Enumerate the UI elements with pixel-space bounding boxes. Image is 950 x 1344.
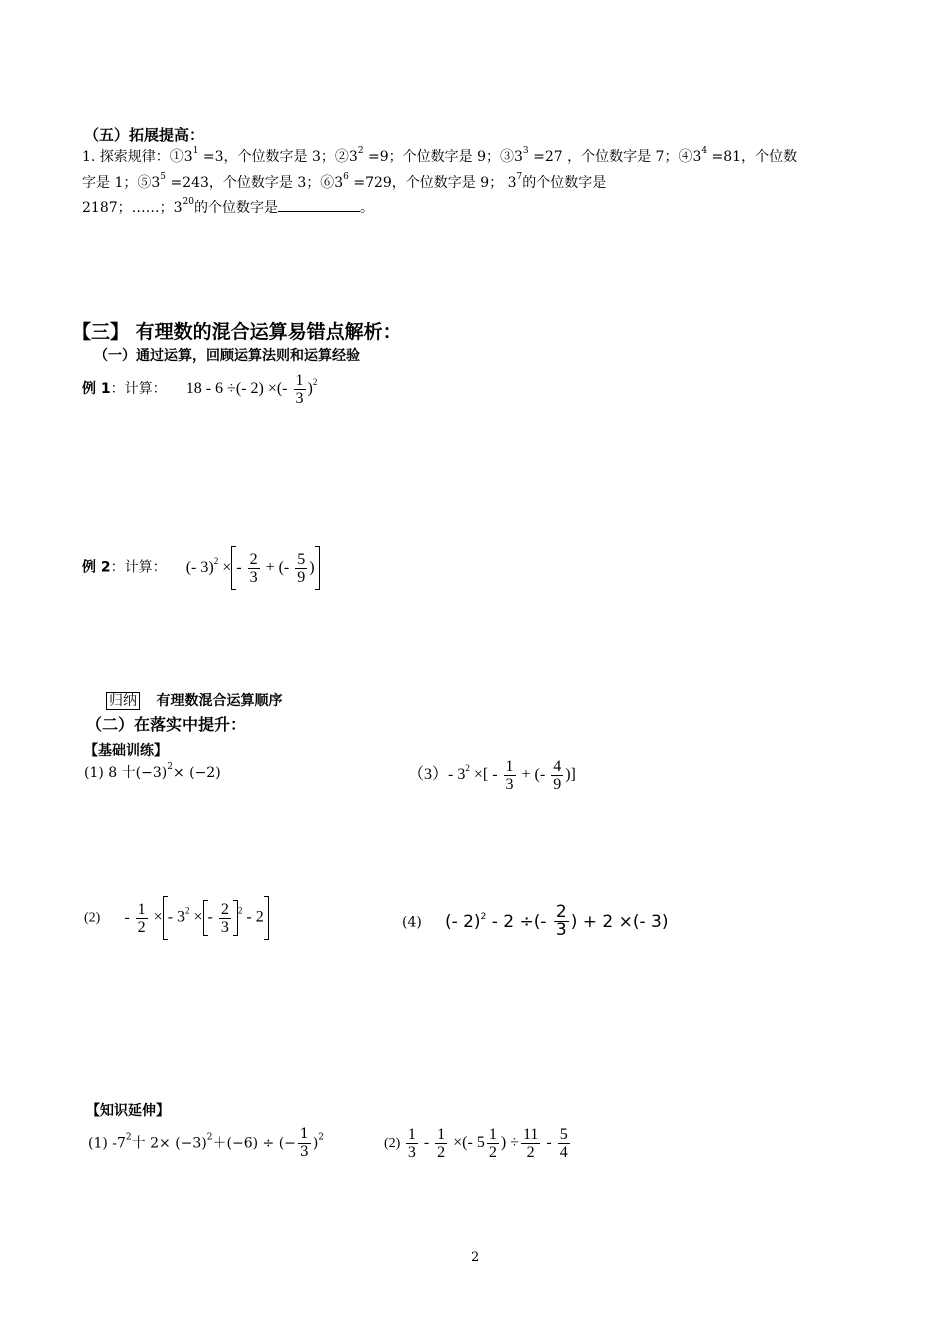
pattern-line-2: 字是 1；$⑤3^5 =243$，个位数字是 3；$⑥3^6 =729$，个位数字是 9； $3^7$的个位数字是	[82, 172, 607, 191]
subsection-1-heading: （一）通过运算，回顾运算法则和运算经验	[94, 348, 360, 364]
page-number: 2	[471, 1250, 480, 1265]
extension-problem-1: (1) $-7^2$十 $2\times (-3)^2+(-6)$ ÷ (− $\frac{1}{3}$ )$^2$	[88, 1126, 325, 1160]
pattern-line-3: 2187；……；$3^{20}$的个位数字是 。	[82, 197, 374, 216]
basic-problem-4: (4) (- 2)$^2$ - 2 ÷(- $\frac{2}{3}$ ) + 2 ×(- 3)	[402, 902, 669, 940]
extension-problem-2: (2) $\frac{1}{3}$ - $\frac{1}{2}$ ×(- 5 $\frac{1}{2}$ ) ÷ $\frac{11}{2}$ - $\frac{5}{4}$	[384, 1126, 568, 1161]
example-1-expression: 18 - 6 ÷(- 2) ×(- $\frac{1}{3}$ )$^2$	[185, 372, 318, 407]
example-2: 例 2：计算： (- 3)$^2$ × - $\frac{2}{3}$ + (- $\frac{5}{9}$ )	[82, 546, 320, 590]
subsection-2-heading: （二）在落实中提升：	[86, 715, 247, 734]
summary-box: 归纳	[106, 692, 140, 710]
example-1: 例 1：计算： 18 - 6 ÷(- 2) ×(- $\frac{1}{3}$ )$^2$	[82, 372, 318, 407]
basic-problem-1: (1) 8 十$(-3)^2\times (-2)$	[84, 762, 221, 781]
answer-blank[interactable]	[278, 197, 360, 212]
basic-training-heading: 【基础训练】	[84, 743, 168, 759]
basic-problem-2: (2) - $\frac{1}{2}$ × - $3^2$ × - $\frac{2}{3}$ $^2$ - 2	[84, 896, 269, 940]
example-2-expression: (- 3)$^2$ × - $\frac{2}{3}$ + (- $\frac{5}{9}$ )	[186, 559, 320, 576]
summary-text: 有理数混合运算顺序	[156, 693, 283, 709]
example-2-label: 例 2	[82, 559, 111, 576]
example-1-label: 例 1	[82, 381, 111, 398]
pattern-line-1: 1. 探索规律：$①3^1 =3$，个位数字是 3；$②3^2 =9$；个位数字是 9；$③3^3 =27$ ，个位数字是 7；$④3^4 =81$，个位数	[82, 146, 798, 165]
section-5-heading: （五）拓展提高：	[84, 126, 205, 144]
part-3-heading: 【三】 有理数的混合运算易错点解析：	[72, 321, 402, 343]
extension-heading: 【知识延伸】	[86, 1103, 170, 1119]
summary-line	[106, 690, 282, 710]
basic-problem-3: （3）- $3^2$ ×[ - $\frac{1}{3}$ + (- $\frac{4}{9}$ )]	[408, 758, 576, 793]
